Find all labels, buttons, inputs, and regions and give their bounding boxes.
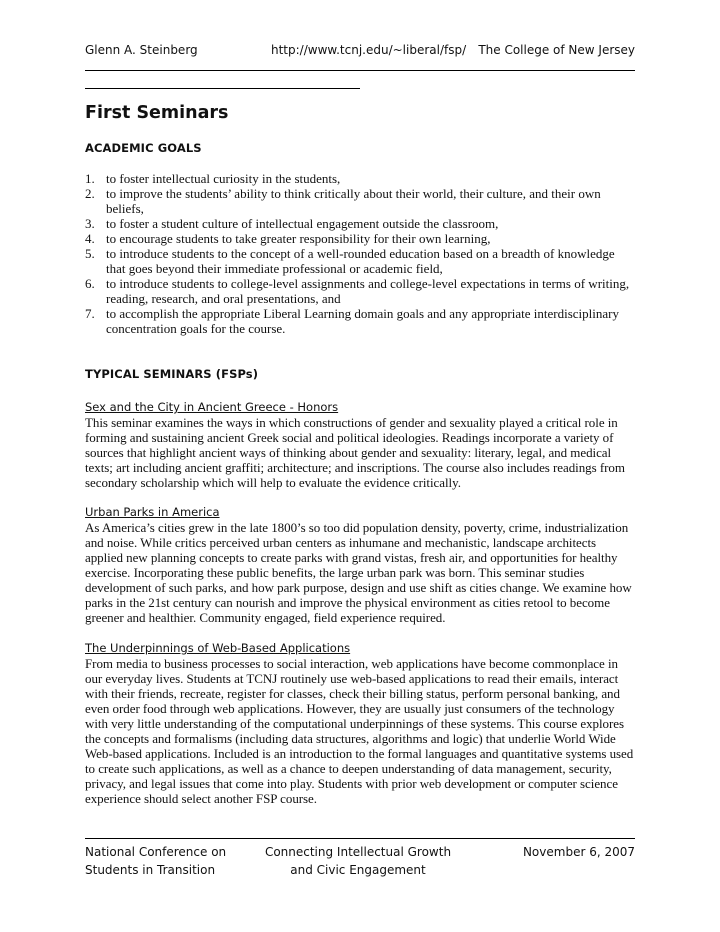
course-web-applications — [85, 641, 637, 806]
course-title: The Underpinnings of Web-Based Applications — [85, 641, 351, 655]
academic-goals-heading: ACADEMIC GOALS — [85, 141, 202, 155]
footer-conference: National Conference on Students in Transition — [85, 845, 227, 877]
header-institution: The College of New Jersey — [478, 43, 635, 57]
course-sex-and-the-city — [85, 400, 637, 490]
footer-date: November 6, 2007 — [522, 845, 635, 859]
list-item: 5. to introduce students to the concept of a well-rounded education based on a breadth of knowledge that goes beyond their immediate professional or academic field, — [85, 246, 615, 276]
course-title: Sex and the City in Ancient Greece - Honors — [85, 400, 339, 414]
goals-list — [85, 171, 637, 336]
list-item: 6. to introduce students to college-level assignments and college-level expectations in terms of writing, reading, research, and oral presentations, and — [85, 276, 630, 306]
course-description: From media to business processes to social interaction, web applications have become commonplace in our everyday lives. Students at TCNJ routinely use web-based applications to read their emails, interact with their friends, recreate, register for classes, check their billing status, perform personal banking, and even order food through web applications. However, they are usually just consumers of the technology with very little understanding of the computational underpinnings of these systems. This course explores the concepts and formalisms (including data structures, algorithms and logic) that underlie World Wide Web-based applications. Included is an introduction to the formal languages and quantitative systems used to create such applications, as well as a chance to deepen understanding of data management, security, privacy, and legal issues that come into play. Students with prior web development or computer science experience should select another FSP course. — [85, 656, 634, 806]
typical-seminars-heading: TYPICAL SEMINARS (FSPs) — [85, 367, 259, 381]
page-header — [85, 43, 635, 59]
title-divider — [85, 88, 360, 89]
list-item: 7. to accomplish the appropriate Liberal Learning domain goals and any appropriate interdisciplinary concentration goals for the course. — [85, 306, 619, 336]
footer-divider — [85, 838, 635, 839]
header-author: Glenn A. Steinberg — [85, 43, 198, 57]
page-title: First Seminars — [85, 103, 229, 123]
list-item: 3. to foster a student culture of intellectual engagement outside the classroom, — [85, 216, 499, 231]
course-title: Urban Parks in America — [85, 505, 220, 519]
list-item: 4. to encourage students to take greater responsibility for their own learning, — [85, 231, 491, 246]
course-urban-parks — [85, 505, 637, 625]
list-item: 1. to foster intellectual curiosity in the students, — [85, 171, 341, 186]
footer-theme: Connecting Intellectual Growth and Civic Engagement — [264, 845, 452, 877]
list-item: 2. to improve the students’ ability to think critically about their world, their culture, and their own beliefs, — [85, 186, 601, 216]
course-description: This seminar examines the ways in which constructions of gender and sexuality played a critical role in forming and sustaining ancient Greek social and political ideologies. Readings incorporate a variety of sources that highlight ancient ways of thinking about gender and sexuality: literary, legal, and medical texts; art including ancient graffiti; architecture; and inscriptions. The course also includes readings from secondary scholarship which will help to evaluate the evidence critically. — [85, 415, 625, 490]
header-url[interactable]: http://www.tcnj.edu/~liberal/fsp/ — [271, 43, 467, 57]
course-description: As America’s cities grew in the late 1800’s so too did population density, poverty, crime, industrialization and noise. While critics perceived urban centers as inhumane and mechanistic, landscape architects applied new planning concepts to create parks with grand vistas, fresh air, and opportunities for healthy exercise. Incorporating these public benefits, the large urban park was born. This seminar studies development of such parks, and how park purpose, design and use shift as cities change. We examine how parks in the 21st century can nourish and improve the physical environment as cities retool to become greener and healthier. Community engaged, field experience required. — [85, 520, 632, 625]
header-divider — [85, 70, 635, 71]
